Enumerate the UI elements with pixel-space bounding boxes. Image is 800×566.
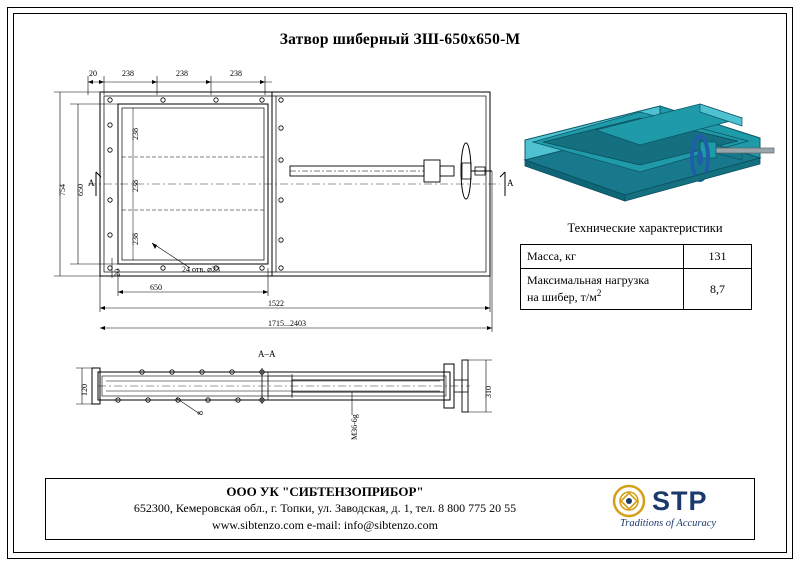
logo-text: STP	[652, 486, 708, 516]
dim-top-238-3: 238	[230, 69, 242, 78]
table-row	[521, 245, 752, 269]
dim-inner-238-1: 238	[131, 128, 140, 140]
dim-left-754: 754	[58, 184, 67, 196]
dim-top-238-2: 238	[176, 69, 188, 78]
logo-tagline: Traditions of Accuracy	[620, 518, 717, 529]
tech-characteristics-table	[520, 244, 752, 310]
tech-row-load-label-line1: Максимальная нагрузка	[527, 273, 650, 287]
dim-section-310: 310	[484, 386, 493, 398]
section-label-a-right: A	[507, 178, 514, 188]
dim-650-bottom: 650	[150, 283, 162, 292]
section-caption: A–A	[258, 349, 276, 359]
dim-1715-2403: 1715...2403	[268, 319, 306, 328]
dim-1522: 1522	[268, 299, 284, 308]
company-name: ООО УК "СИБТЕНЗОПРИБОР"	[226, 484, 424, 499]
company-web-email: www.sibtenzo.com e-mail: info@sibtenzo.com	[212, 518, 438, 532]
dim-section-8: 8	[196, 411, 205, 415]
company-address: 652300, Кемеровская обл., г. Топки, ул. Заводская, д. 1, тел. 8 800 775 20 55	[133, 501, 517, 515]
stp-emblem-icon	[610, 484, 650, 518]
dim-bottom-left-20: 20	[113, 269, 122, 277]
table-row	[521, 269, 752, 310]
dim-top-20: 20	[89, 69, 97, 78]
tech-row-load-value: 8,7	[684, 269, 752, 310]
dim-section-120: 120	[80, 384, 89, 396]
section-label-a-left: A	[88, 178, 95, 188]
logo	[608, 484, 748, 536]
tech-table-heading: Технические характеристики	[567, 221, 723, 235]
tech-row-load-label-line2: на шибер, т/м	[527, 290, 597, 304]
dim-inner-238-3: 238	[131, 233, 140, 245]
tech-row-mass-value: 131	[684, 245, 752, 269]
dim-inner-238-2: 238	[131, 180, 140, 192]
hole-note: 24 отв. ⌀23	[182, 265, 220, 274]
tech-row-load-label	[521, 269, 684, 310]
page-title: Затвор шиберный ЗШ-650х650-М	[279, 31, 521, 48]
tech-row-mass-label: Масса, кг	[521, 245, 684, 269]
dim-left-650: 650	[76, 184, 85, 196]
dim-top-238-1: 238	[122, 69, 134, 78]
thread-note: М36-6g	[350, 414, 359, 440]
tech-row-load-label-sup: 2	[596, 288, 602, 298]
